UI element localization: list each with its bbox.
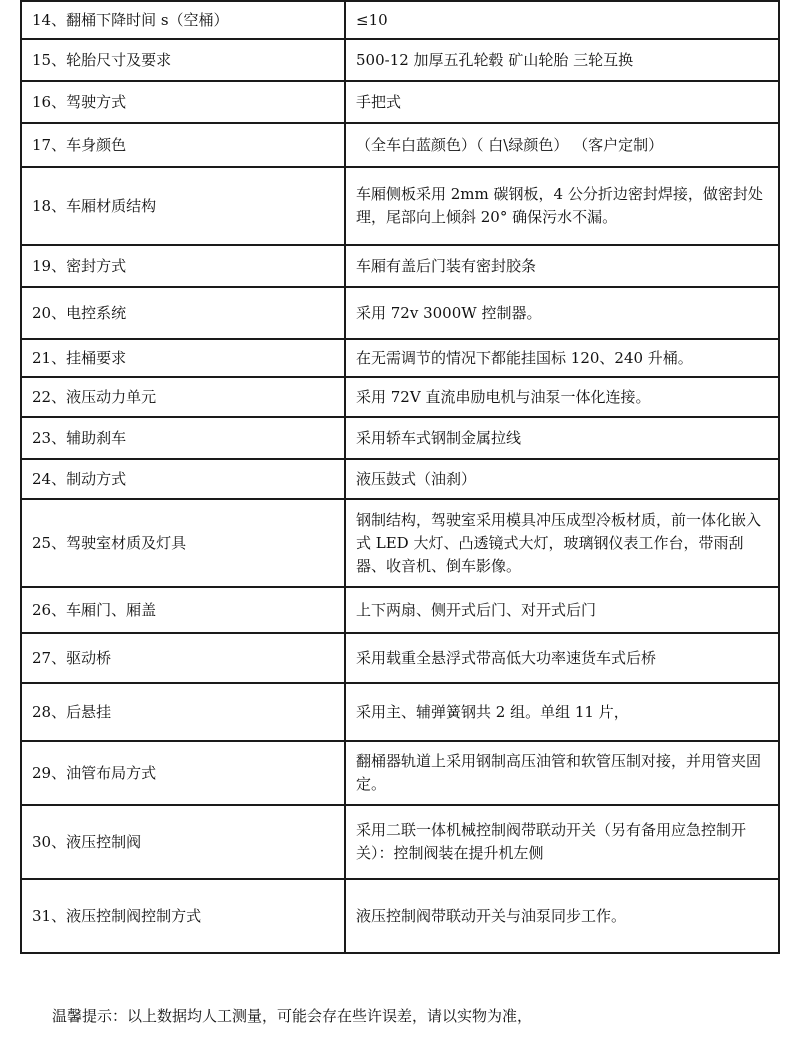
row-value: （全车白蓝颜色）（ 白\绿颜色） （客户定制） (345, 123, 779, 167)
row-value: 采用 72V 直流串励电机与油泵一体化连接。 (345, 377, 779, 417)
row-label: 15、轮胎尺寸及要求 (21, 39, 345, 81)
row-label: 16、驾驶方式 (21, 81, 345, 123)
row-value: 车厢有盖后门装有密封胶条 (345, 245, 779, 287)
row-label: 28、后悬挂 (21, 683, 345, 741)
row-label: 30、液压控制阀 (21, 805, 345, 879)
row-label: 24、制动方式 (21, 459, 345, 499)
table-row (21, 417, 779, 459)
row-value: 上下两扇、侧开式后门、对开式后门 (345, 587, 779, 633)
table-row (21, 39, 779, 81)
table-row (21, 123, 779, 167)
table-row (21, 1, 779, 39)
row-value: 手把式 (345, 81, 779, 123)
table-row (21, 167, 779, 245)
row-label: 21、挂桶要求 (21, 339, 345, 377)
row-value: 采用轿车式钢制金属拉线 (345, 417, 779, 459)
row-label: 25、驾驶室材质及灯具 (21, 499, 345, 587)
spec-table (20, 0, 780, 954)
row-value: 采用 72v 3000W 控制器。 (345, 287, 779, 339)
table-row (21, 81, 779, 123)
row-label: 22、液压动力单元 (21, 377, 345, 417)
row-label: 17、车身颜色 (21, 123, 345, 167)
table-row (21, 879, 779, 953)
table-row (21, 633, 779, 683)
table-row (21, 499, 779, 587)
row-value: 采用二联一体机械控制阀带联动开关（另有备用应急控制开关）：控制阀装在提升机左侧 (345, 805, 779, 879)
row-value: 车厢侧板采用 2mm 碳钢板，4 公分折边密封焊接，做密封处理，尾部向上倾斜 20° 确保污水不漏。 (345, 167, 779, 245)
row-value: 采用主、辅弹簧钢共 2 组。单组 11 片， (345, 683, 779, 741)
row-value: 钢制结构，驾驶室采用模具冲压成型冷板材质，前一体化嵌入式 LED 大灯、凸透镜式大灯，玻璃钢仪表工作台，带雨刮器、收音机、倒车影像。 (345, 499, 779, 587)
row-label: 31、液压控制阀控制方式 (21, 879, 345, 953)
table-row (21, 339, 779, 377)
table-row (21, 683, 779, 741)
table-row (21, 287, 779, 339)
row-label: 19、密封方式 (21, 245, 345, 287)
table-row (21, 377, 779, 417)
row-label: 27、驱动桥 (21, 633, 345, 683)
row-label: 26、车厢门、厢盖 (21, 587, 345, 633)
row-value: 液压鼓式（油刹） (345, 459, 779, 499)
row-value: 液压控制阀带联动开关与油泵同步工作。 (345, 879, 779, 953)
row-label: 18、车厢材质结构 (21, 167, 345, 245)
row-value: ≤10 (345, 1, 779, 39)
table-row (21, 459, 779, 499)
row-label: 20、电控系统 (21, 287, 345, 339)
row-value: 500-12 加厚五孔轮毂 矿山轮胎 三轮互换 (345, 39, 779, 81)
row-label: 29、油管布局方式 (21, 741, 345, 805)
row-value: 在无需调节的情况下都能挂国标 120、240 升桶。 (345, 339, 779, 377)
row-label: 14、翻桶下降时间 s（空桶） (21, 1, 345, 39)
footnote: 温馨提示：以上数据均人工测量，可能会存在些许误差，请以实物为准， (52, 1007, 533, 1025)
row-value: 采用载重全悬浮式带高低大功率速货车式后桥 (345, 633, 779, 683)
table-row (21, 805, 779, 879)
table-row (21, 741, 779, 805)
table-row (21, 245, 779, 287)
table-row (21, 587, 779, 633)
row-label: 23、辅助刹车 (21, 417, 345, 459)
row-value: 翻桶器轨道上采用钢制高压油管和软管压制对接，并用管夹固定。 (345, 741, 779, 805)
